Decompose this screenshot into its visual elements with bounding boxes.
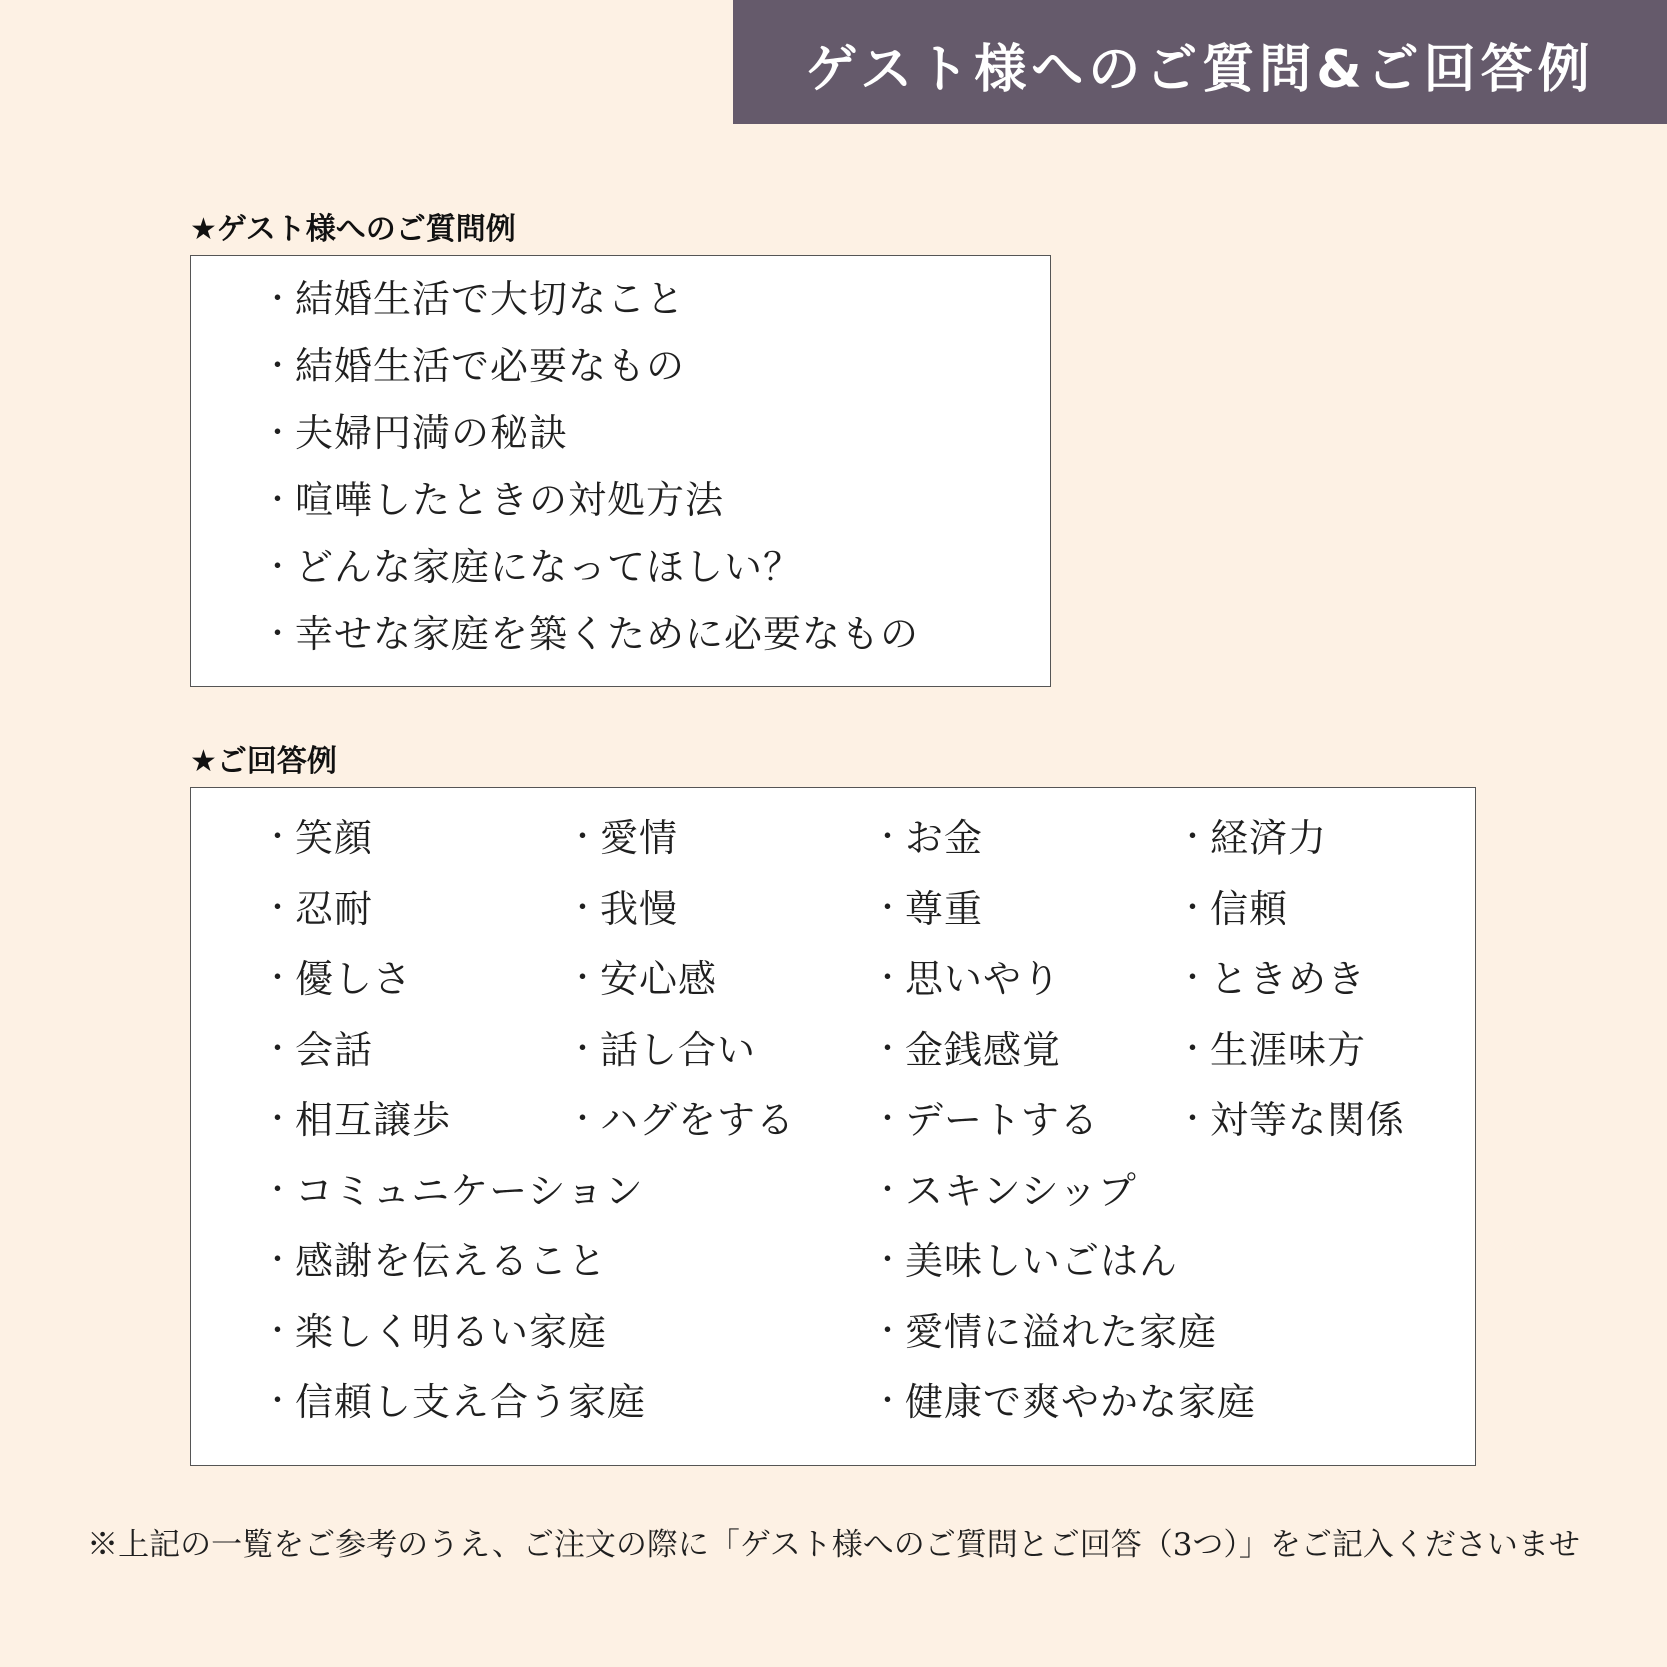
bullet-icon: ・ — [567, 890, 599, 926]
answer-item: ・優しさ — [261, 944, 566, 1015]
answer-item: ・信頼 — [1176, 874, 1481, 945]
bullet-icon: ・ — [872, 820, 904, 855]
answers-heading: ★ご回答例 — [190, 744, 337, 779]
answer-item: ・愛情に溢れた家庭 — [871, 1297, 1481, 1368]
answer-item: ・生涯味方 — [1176, 1015, 1481, 1086]
answer-item: ・愛情 — [566, 803, 871, 874]
bullet-icon: ・ — [872, 1384, 904, 1419]
answer-item: ・健康で爽やかな家庭 — [871, 1367, 1481, 1438]
bullet-icon: ・ — [262, 1102, 294, 1137]
page-title: ゲスト様へのご質問&ご回答例 — [805, 39, 1595, 100]
answer-item: ・尊重 — [871, 874, 1176, 945]
bullet-icon: ・ — [872, 961, 904, 996]
answers-grid — [261, 803, 1481, 1438]
bullet-icon: ・ — [567, 961, 599, 996]
bullet-icon: ・ — [262, 282, 294, 317]
footer-note: ※上記の一覧をご参考のうえ、ご注文の際に「ゲスト様へのご質問とご回答（3つ）」をご記入くださいませ — [87, 1527, 1580, 1563]
bullet-icon: ・ — [262, 1384, 294, 1419]
bullet-icon: ・ — [872, 1243, 904, 1278]
question-item: ・結婚生活で必要なもの — [261, 333, 919, 400]
bullet-icon: ・ — [872, 1313, 904, 1349]
question-item: ・幸せな家庭を築くために必要なもの — [261, 601, 919, 668]
bullet-icon: ・ — [262, 1172, 294, 1208]
bullet-icon: ・ — [262, 1313, 294, 1349]
answer-item: ・ときめき — [1176, 944, 1481, 1015]
answer-item: ・感謝を伝えること — [261, 1226, 871, 1297]
bullet-icon: ・ — [262, 349, 294, 384]
answer-item: ・安心感 — [566, 944, 871, 1015]
bullet-icon: ・ — [262, 550, 294, 585]
answer-item: ・楽しく明るい家庭 — [261, 1297, 871, 1368]
questions-list — [261, 266, 919, 668]
bullet-icon: ・ — [872, 1031, 904, 1067]
bullet-icon: ・ — [567, 1031, 599, 1067]
bullet-icon: ・ — [262, 890, 294, 926]
answer-item: ・スキンシップ — [871, 1156, 1481, 1227]
bullet-icon: ・ — [1177, 1102, 1209, 1137]
answer-item: ・思いやり — [871, 944, 1176, 1015]
bullet-icon: ・ — [872, 1102, 904, 1137]
bullet-icon: ・ — [262, 1031, 294, 1067]
answer-item: ・お金 — [871, 803, 1176, 874]
header-banner — [733, 0, 1667, 124]
bullet-icon: ・ — [262, 820, 294, 855]
answer-item: ・美味しいごはん — [871, 1226, 1481, 1297]
answer-item: ・コミュニケーション — [261, 1156, 871, 1227]
answer-item: ・金銭感覚 — [871, 1015, 1176, 1086]
bullet-icon: ・ — [872, 890, 904, 926]
bullet-icon: ・ — [262, 961, 294, 996]
bullet-icon: ・ — [262, 416, 294, 451]
bullet-icon: ・ — [262, 617, 294, 652]
answer-item: ・忍耐 — [261, 874, 566, 945]
question-item: ・夫婦円満の秘訣 — [261, 400, 919, 467]
question-item: ・喧嘩したときの対処方法 — [261, 467, 919, 534]
answer-item: ・対等な関係 — [1176, 1085, 1481, 1156]
bullet-icon: ・ — [872, 1172, 904, 1208]
bullet-icon: ・ — [1177, 1031, 1209, 1067]
bullet-icon: ・ — [567, 1102, 599, 1137]
bullet-icon: ・ — [1177, 820, 1209, 855]
questions-heading: ★ゲスト様へのご質問例 — [190, 212, 516, 247]
answer-item: ・信頼し支え合う家庭 — [261, 1367, 871, 1438]
answer-item: ・我慢 — [566, 874, 871, 945]
bullet-icon: ・ — [262, 1243, 294, 1278]
bullet-icon: ・ — [567, 820, 599, 855]
question-item: ・結婚生活で大切なこと — [261, 266, 919, 333]
answer-item: ・相互譲歩 — [261, 1085, 566, 1156]
answer-item: ・会話 — [261, 1015, 566, 1086]
bullet-icon: ・ — [1177, 890, 1209, 926]
question-item: ・どんな家庭になってほしい？ — [261, 534, 919, 601]
answers-box — [190, 787, 1476, 1466]
bullet-icon: ・ — [1177, 961, 1209, 996]
answer-item: ・デートする — [871, 1085, 1176, 1156]
bullet-icon: ・ — [262, 483, 294, 518]
questions-box — [190, 255, 1051, 687]
answer-item: ・経済力 — [1176, 803, 1481, 874]
answer-item: ・ハグをする — [566, 1085, 871, 1156]
answer-item: ・話し合い — [566, 1015, 871, 1086]
answer-item: ・笑顔 — [261, 803, 566, 874]
